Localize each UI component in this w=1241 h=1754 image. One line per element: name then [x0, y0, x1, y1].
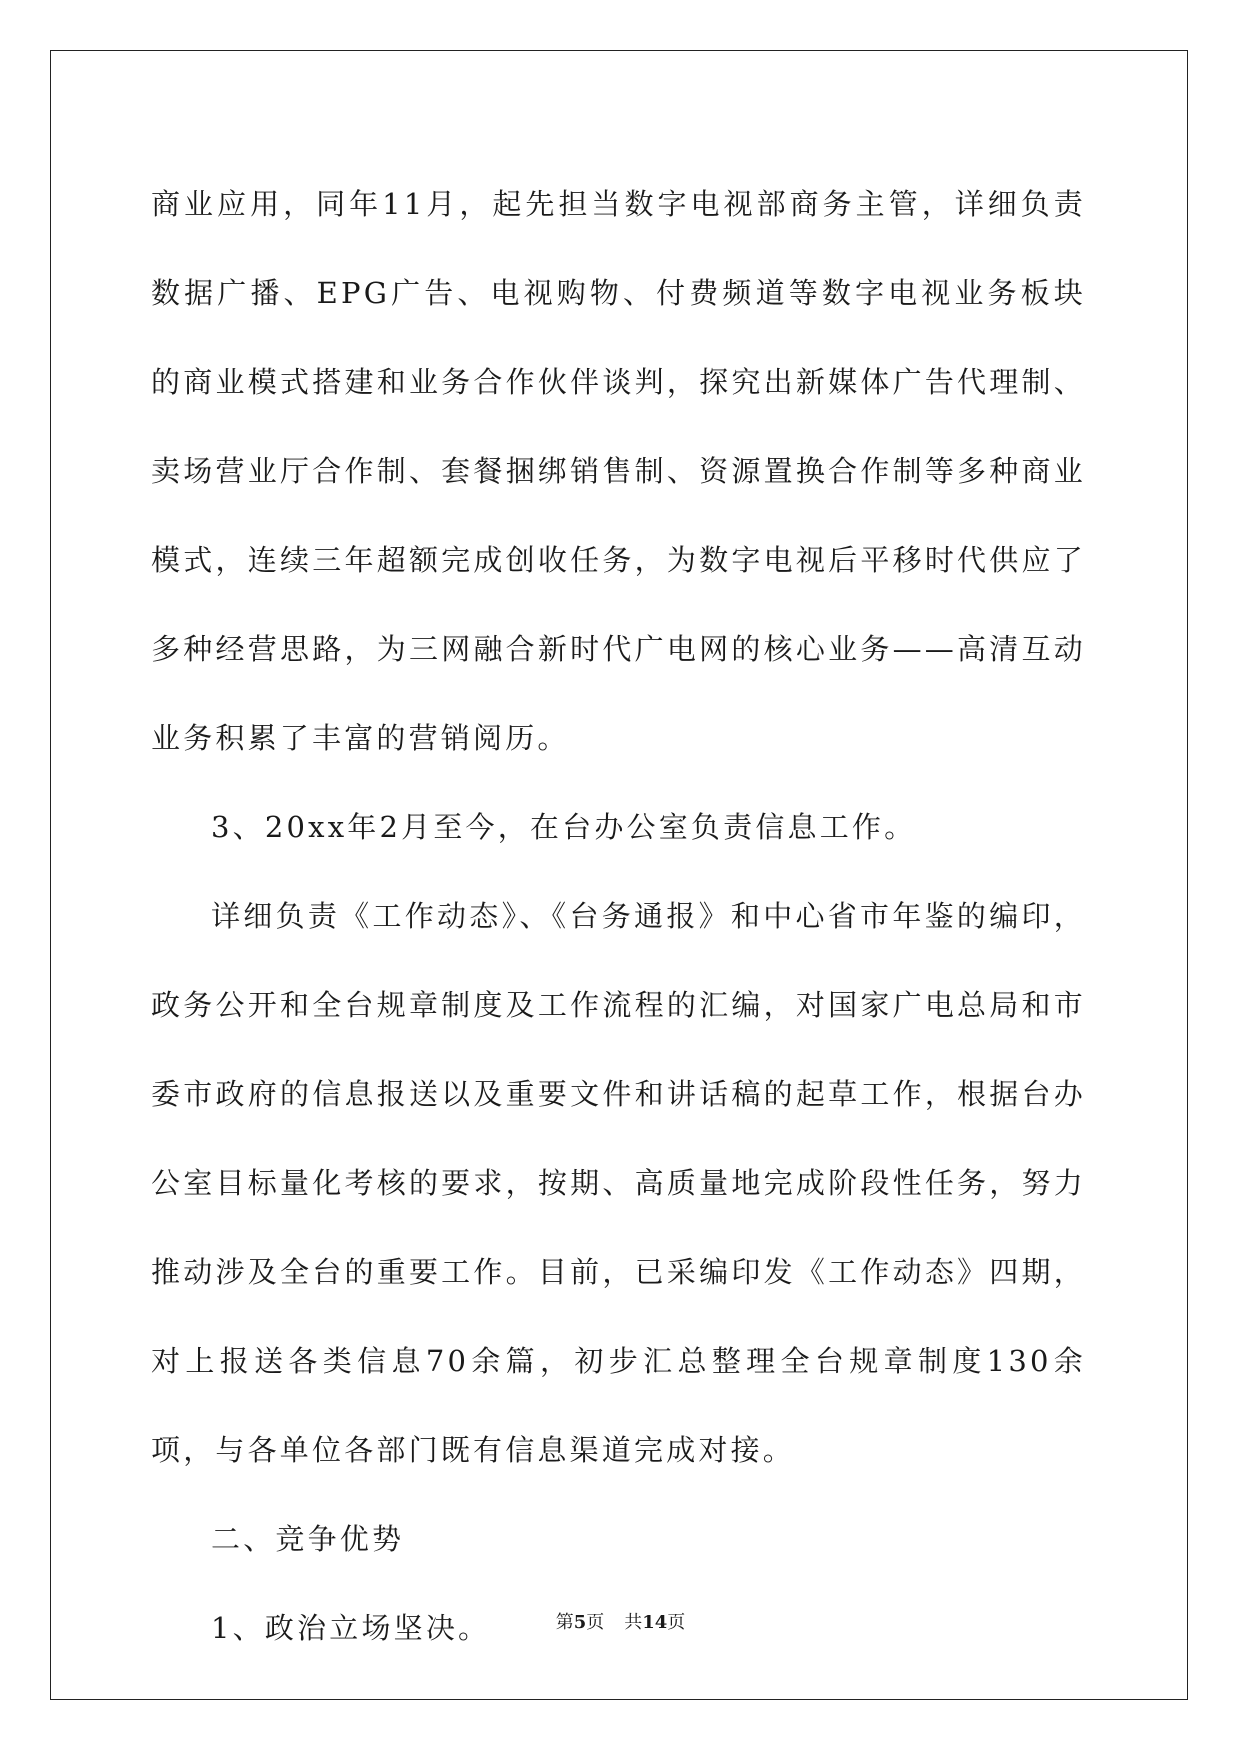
footer-page-total: 14: [642, 1612, 668, 1633]
footer-page-suffix: 页: [586, 1612, 605, 1633]
paragraph-office-duties: 详细负责《工作动态》、《台务通报》和中心省市年鉴的编印，政务公开和全台规章制度及工作流程的汇编，对国家广电总局和市委市政府的信息报送以及重要文件和讲话稿的起草工作，根据台办公室目标量化考核的要求，按期、高质量地完成阶段性任务，努力推动涉及全台的重要工作。目前，已采编印发《工作动态》四期，对上报送各类信息70余篇，初步汇总整理全台规章制度130余项，与各单位各部门既有信息渠道完成对接。: [151, 899, 1086, 1467]
page-footer: [0, 1608, 1241, 1634]
footer-total-prefix: 共: [624, 1612, 643, 1633]
footer-total-suffix: 页: [667, 1612, 686, 1633]
paragraph-career-digital-tv: 商业应用，同年11月，起先担当数字电视部商务主管，详细负责数据广播、EPG广告、电视购物、付费频道等数字电视业务板块的商业模式搭建和业务合作伙伴谈判，探究出新媒体广告代理制、卖场营业厅合作制、套餐捆绑销售制、资源置换合作制等多种商业模式，连续三年超额完成创收任务，为数字电视后平移时代供应了多种经营思路，为三网融合新时代广电网的核心业务——高清互动业务积累了丰富的营销阅历。: [151, 187, 1086, 755]
paragraph-office-info-work: 3、20xx年2月至今，在台办公室负责信息工作。: [211, 810, 917, 844]
document-body: [151, 160, 1086, 1673]
section-heading-advantages: 二、竞争优势: [211, 1522, 405, 1556]
footer-page-prefix: 第: [555, 1612, 574, 1633]
footer-page-current: 5: [573, 1612, 587, 1633]
list-item-political-stance: 1、政治立场坚决。: [211, 1611, 491, 1645]
